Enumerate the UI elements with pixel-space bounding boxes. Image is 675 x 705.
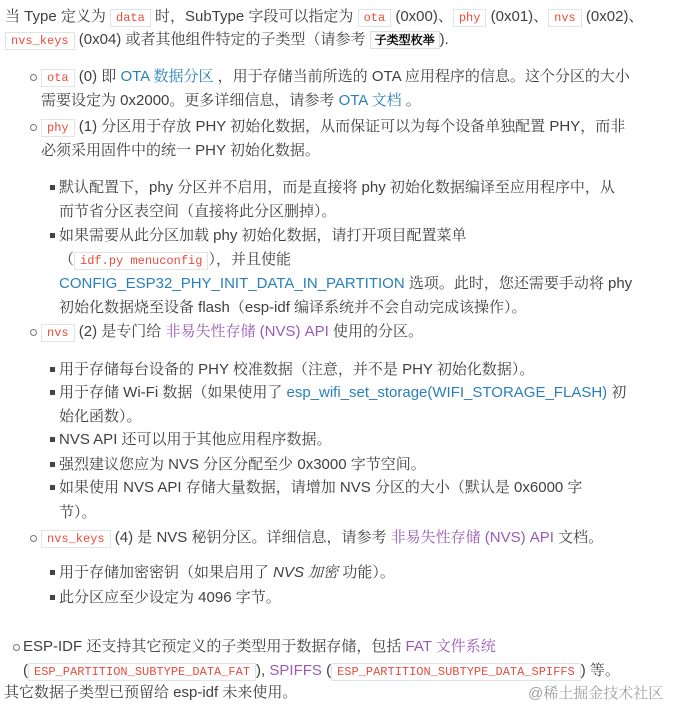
bullet-circle-icon <box>30 74 37 81</box>
text: NVS API 还可以用于其他应用程序数据。 <box>59 431 332 448</box>
bullet-circle-icon <box>30 535 37 542</box>
list-item <box>59 562 395 584</box>
text: （ <box>59 251 75 268</box>
bullet-circle-icon <box>30 124 37 131</box>
list-item <box>59 382 626 404</box>
text: 选项。此时，您还需要手动将 phy <box>404 275 633 292</box>
list-item <box>41 66 630 88</box>
list-item <box>59 359 534 381</box>
text: ( <box>23 662 28 679</box>
list-item <box>59 429 332 451</box>
inline-code: ota <box>41 69 75 87</box>
text: 强烈建议您应为 NVS 分区分配至少 0x3000 字节空间。 <box>59 456 426 473</box>
text-line <box>59 273 632 295</box>
text: 而节省分区表空间（直接将此分区删掉）。 <box>59 203 337 220</box>
text-line <box>5 29 449 51</box>
text: ) 等。 <box>580 662 620 679</box>
text-line <box>4 682 297 704</box>
link[interactable]: OTA 文档 <box>338 92 402 109</box>
bullet-square-icon <box>50 462 55 467</box>
text: 其它数据子类型已预留给 esp-idf 未来使用。 <box>4 684 298 701</box>
link[interactable]: esp_wifi_set_storage(WIFI_STORAGE_FLASH) <box>286 384 608 401</box>
link[interactable]: 非易失性存储 (NVS) API <box>390 529 554 546</box>
inline-code: data <box>110 9 151 27</box>
text-line <box>59 249 291 271</box>
text: (0x02)、 <box>581 8 644 25</box>
text: 用于存储每台设备的 PHY 校准数据（注意，并不是 PHY 初始化数据）。 <box>59 361 535 378</box>
list-item <box>59 477 582 499</box>
text-line <box>59 201 337 223</box>
link[interactable]: FAT 文件系统 <box>405 638 496 655</box>
bullet-square-icon <box>50 233 55 238</box>
bullet-circle-icon <box>13 644 20 651</box>
list-item <box>41 116 625 138</box>
text: (0) 即 <box>74 68 121 85</box>
bullet-square-icon <box>50 185 55 190</box>
text: 必须采用固件中的统一 PHY 初始化数据。 <box>41 142 320 159</box>
text: 节）。 <box>59 504 97 521</box>
inline-code: phy <box>453 9 487 27</box>
text: 。 <box>401 92 421 109</box>
bullet-square-icon <box>50 367 55 372</box>
text: (0x01)、 <box>486 8 549 25</box>
bullet-square-icon <box>50 595 55 600</box>
inline-code: nvs <box>41 324 75 342</box>
list-item <box>23 636 496 658</box>
text: ），并且使能 <box>208 251 291 268</box>
text-line <box>23 660 620 682</box>
text-line <box>41 140 320 162</box>
inline-code: idf.py menuconfig <box>74 252 208 270</box>
text: 使用的分区。 <box>328 323 423 340</box>
text-line <box>59 297 527 319</box>
inline-code: ESP_PARTITION_SUBTYPE_DATA_SPIFFS <box>331 663 581 681</box>
list-item <box>59 587 281 609</box>
text: 初 <box>607 384 627 401</box>
text: (2) 是专门给 <box>74 323 166 340</box>
reference-label: 子类型枚举 <box>370 31 440 49</box>
text: (0x04) 或者其他组件特定的子类型（请参考 <box>74 31 370 48</box>
bullet-square-icon <box>50 485 55 490</box>
text: 当 Type 定义为 <box>5 8 111 25</box>
text: (0x00)、 <box>391 8 453 25</box>
inline-code: ota <box>358 9 392 27</box>
text: ). <box>439 31 449 48</box>
inline-code: nvs <box>548 9 582 27</box>
text-line <box>59 502 97 524</box>
text: 始化函数）。 <box>59 408 142 425</box>
text: 用于存储 Wi-Fi 数据（如果使用了 <box>59 384 287 401</box>
emphasis: NVS 加密 <box>273 564 339 581</box>
list-item <box>59 177 615 199</box>
text: 时，SubType 字段可以指定为 <box>150 8 358 25</box>
text: 此分区应至少设定为 4096 字节。 <box>59 589 281 606</box>
text: ESP-IDF 还支持其它预定义的子类型用于数据存储，包括 <box>23 638 406 655</box>
text: (4) 是 NVS 秘钥分区。详细信息，请参考 <box>110 529 391 546</box>
bullet-circle-icon <box>30 329 37 336</box>
inline-code: nvs_keys <box>5 32 75 50</box>
bullet-square-icon <box>50 570 55 575</box>
text-line <box>41 90 421 112</box>
inline-code: nvs_keys <box>41 530 111 548</box>
text: ), <box>256 662 270 679</box>
text: 如果需要从此分区加载 phy 初始化数据，请打开项目配置菜单 <box>59 227 467 244</box>
link[interactable]: OTA 数据分区 <box>120 68 214 85</box>
list-item <box>41 527 603 549</box>
list-item <box>59 225 467 247</box>
text-line <box>5 6 643 28</box>
list-item <box>41 321 423 343</box>
watermark: @稀土掘金技术社区 <box>528 685 664 702</box>
text: ，用于存储当前所选的 OTA 应用程序的信息。这个分区的大小 <box>213 68 630 85</box>
text: (1) 分区用于存放 PHY 初始化数据，从而保证可以为每个设备单独配置 PHY，而非 <box>74 118 626 135</box>
inline-code: ESP_PARTITION_SUBTYPE_DATA_FAT <box>28 663 256 681</box>
text: 如果使用 NVS API 存储大量数据，请增加 NVS 分区的大小（默认是 0x6000 字 <box>59 479 583 496</box>
text: 默认配置下，phy 分区并不启用，而是直接将 phy 初始化数据编译至应用程序中，从 <box>59 179 615 196</box>
text: 需要设定为 0x2000。更多详细信息，请参考 <box>41 92 339 109</box>
bullet-square-icon <box>50 390 55 395</box>
text: 初始化数据烧至设备 flash（esp-idf 编译系统并不会自动完成该操作）。 <box>59 299 527 316</box>
link[interactable]: SPIFFS <box>269 662 322 679</box>
link[interactable]: CONFIG_ESP32_PHY_INIT_DATA_IN_PARTITION <box>59 275 405 292</box>
text-line <box>59 406 142 428</box>
text: 文档。 <box>553 529 604 546</box>
list-item <box>59 454 426 476</box>
link[interactable]: 非易失性存储 (NVS) API <box>165 323 329 340</box>
text: 功能）。 <box>338 564 395 581</box>
inline-code: phy <box>41 119 75 137</box>
text: ( <box>321 662 332 679</box>
text: 用于存储加密密钥（如果启用了 <box>59 564 274 581</box>
bullet-square-icon <box>50 437 55 442</box>
